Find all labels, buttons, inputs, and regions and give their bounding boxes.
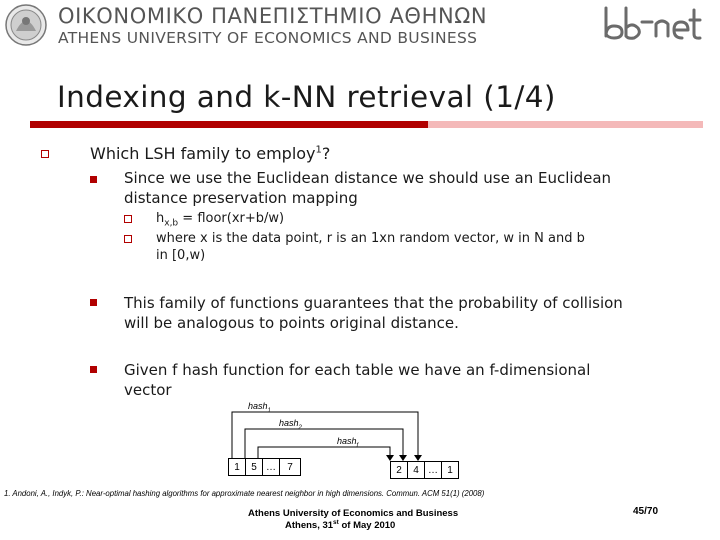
vector-cell: 1 xyxy=(441,461,459,479)
footnote: 1. Andoni, A., Indyk, P.: Near-optimal hashing algorithms for approximate nearest neighbor in high dimensions. Commun. ACM 51(1) (2008) xyxy=(4,489,485,498)
page-number: 45/70 xyxy=(633,506,659,517)
hash-1-label: hash$_1$ xyxy=(248,401,271,414)
bullet-1-3-text: Given f hash function for each table we have an f-dimensional vector xyxy=(124,361,591,399)
vector-cell: … xyxy=(262,458,280,476)
university-name-greek: ΟΙΚΟΝΟΜΙΚΟ ΠΑΝΕΠΙΣΤΗΜΙΟ ΑΘΗΝΩΝ xyxy=(58,4,488,28)
hash-f-label: hash$_f$ xyxy=(337,436,359,449)
footer-date: Athens, 31st of May 2010 xyxy=(285,519,396,532)
footer-institution: Athens University of Economics and Business xyxy=(248,508,459,519)
input-vector xyxy=(228,458,301,476)
hashed-vector xyxy=(390,461,459,479)
hash-formula: $h_{x,b}$ = floor(xr+b/w) xyxy=(156,211,285,229)
vector-cell: … xyxy=(424,461,442,479)
vector-cell: 1 xyxy=(228,458,246,476)
formula-explanation: where x is the data point, r is an 1xn random vector, w in N and b in [0,w) xyxy=(156,231,585,263)
bullet-1-1-text: Since we use the Euclidean distance we should use an Euclidean distance preservation mapping xyxy=(124,169,612,207)
university-name-english: ATHENS UNIVERSITY OF ECONOMICS AND BUSINESS xyxy=(58,29,478,47)
bullet-1-text: Which LSH family to employ$^1$? xyxy=(90,144,331,163)
vector-cell: 4 xyxy=(407,461,425,479)
bullet-1-2-text: This family of functions guarantees that the probability of collision will be analogous to points original distance. xyxy=(124,294,623,332)
vector-cell: 5 xyxy=(245,458,263,476)
hash-2-label: hash$_2$ xyxy=(279,418,302,431)
vector-cell: 7 xyxy=(279,458,301,476)
vector-cell: 2 xyxy=(390,461,408,479)
slide-title: Indexing and k-NN retrieval (1/4) xyxy=(57,80,556,114)
